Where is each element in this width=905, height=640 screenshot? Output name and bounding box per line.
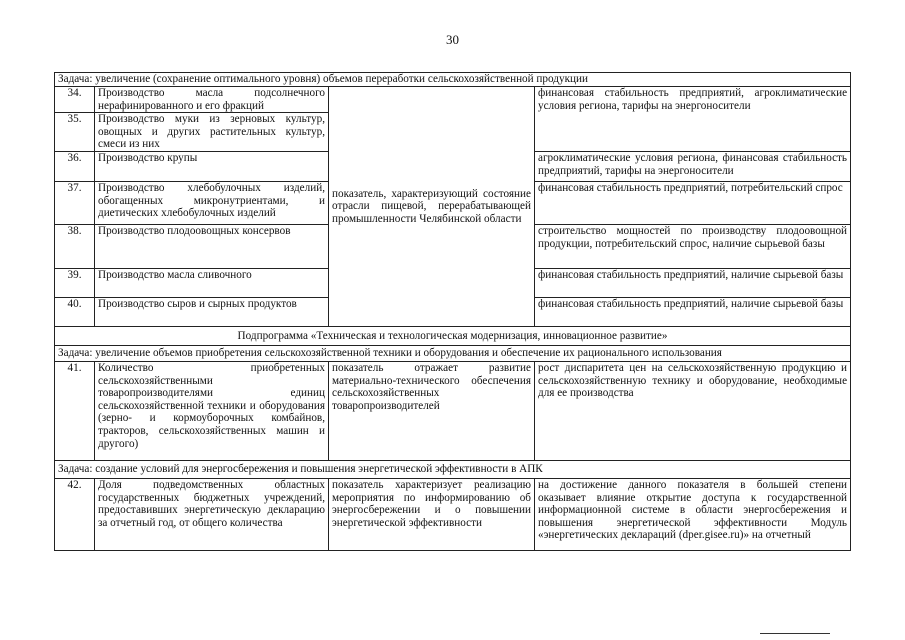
indicator-description: показатель характеризует реализацию мероприятия по информированию об энергосбережении и о повышении энергетической эффективности [329,478,535,550]
indicator-description: показатель отражает развитие материально-технического обеспечения сельскохозяйственных товаропроизводителей [329,361,535,460]
subprogram-row [55,326,851,345]
indicator-name: Доля подведомственных областных государственных бюджетных учреждений, предоставивших энергетическую декларацию за отчетный год, от общего количества [95,478,329,550]
row-number: 34. [55,87,95,113]
task-row-2 [55,345,851,361]
indicator-name: Производство масла сливочного [95,268,329,297]
table-row [55,87,851,113]
task-heading: Задача: создание условий для энергосбережения и повышения энергетической эффективности в АПК [55,460,851,478]
row-number: 39. [55,268,95,297]
row-number: 36. [55,151,95,181]
indicator-name: Производство плодоовощных консервов [95,224,329,268]
indicator-name: Производство хлебобулочных изделий, обогащенных микронутриентами, и диетических хлебобулочных изделий [95,181,329,224]
task-row-1 [55,73,851,87]
indicator-description: показатель, характеризующий состояние отрасли пищевой, перерабатывающей промышленности Челябинской области [329,87,535,327]
risk-factors: агроклиматические условия региона, финансовая стабильность предприятий, тарифы на энергоносители [535,151,851,181]
indicator-name: Производство крупы [95,151,329,181]
table-row [55,361,851,460]
task-heading: Задача: увеличение объемов приобретения сельскохозяйственной техники и оборудования и обеспечение их рационального использования [55,345,851,361]
indicators-table [54,72,851,551]
page-number: 30 [446,32,459,47]
risk-factors: финансовая стабильность предприятий, наличие сырьевой базы [535,268,851,297]
row-number: 40. [55,297,95,326]
subprogram-heading: Подпрограмма «Техническая и технологическая модернизация, инновационное развитие» [55,326,851,345]
risk-factors: финансовая стабильность предприятий, потребительский спрос [535,181,851,224]
row-number: 38. [55,224,95,268]
row-number: 41. [55,361,95,460]
row-number: 37. [55,181,95,224]
task-heading: Задача: увеличение (сохранение оптимального уровня) объемов переработки сельскохозяйственной продукции [55,73,851,87]
task-row-3 [55,460,851,478]
indicator-name: Производство муки из зерновых культур, овощных и других растительных культур, смеси из них [95,113,329,152]
risk-factors: финансовая стабильность предприятий, агроклиматические условия региона, тарифы на энергоносители [535,87,851,152]
risk-factors: рост диспаритета цен на сельскохозяйственную продукцию и сельскохозяйственную технику и оборудование, необходимые для ее производства [535,361,851,460]
table-row [55,478,851,550]
row-number: 42. [55,478,95,550]
risk-factors: финансовая стабильность предприятий, наличие сырьевой базы [535,297,851,326]
risk-factors: строительство мощностей по производству плодоовощной продукции, потребительский спрос, наличие сырьевой базы [535,224,851,268]
indicator-name: Количество приобретенных сельскохозяйственными товаропроизводителями единиц сельскохозяйственной техники и оборудования (зерно- и кормоуборочных комбайнов, тракторов, сельскохозяйственных машин и другого) [95,361,329,460]
divider [760,633,830,634]
risk-factors: на достижение данного показателя в большей степени оказывает влияние открытие доступа к государственной информационной системе в области энергосбережения и повышения энергетической эффективности Модуль «энергетических деклараций (dper.gisee.ru)» на отчетный [535,478,851,550]
indicator-name: Производство сыров и сырных продуктов [95,297,329,326]
row-number: 35. [55,113,95,152]
indicator-name: Производство масла подсолнечного нерафинированного и его фракций [95,87,329,113]
